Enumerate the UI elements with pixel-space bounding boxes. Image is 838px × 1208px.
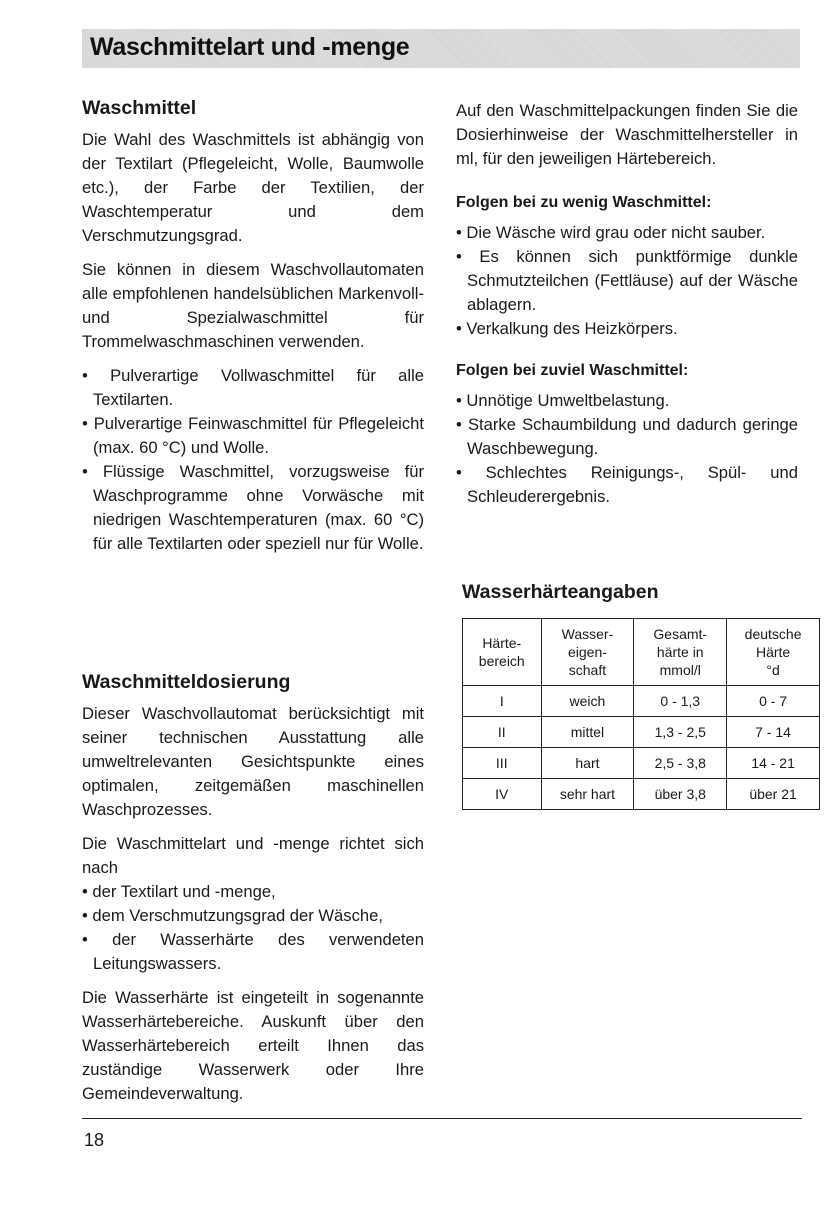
table-cell: 1,3 - 2,5 bbox=[634, 717, 727, 748]
list-item: • Verkalkung des Heizkörpers. bbox=[456, 317, 798, 341]
paragraph: Die Wahl des Waschmittels ist abhängig von der Textilart (Pflegeleicht, Wolle, Baumwolle etc.), der Farbe der Textilien, der Waschtemperatur und dem Verschmutzungsgrad. bbox=[82, 130, 424, 245]
table-cell: IV bbox=[463, 779, 542, 810]
table-cell: über 3,8 bbox=[634, 779, 727, 810]
waschmittel-heading: Waschmittel bbox=[82, 97, 197, 119]
table-cell: III bbox=[463, 748, 542, 779]
list-item: • Unnötige Umweltbelastung. bbox=[456, 389, 798, 413]
bullet-list bbox=[456, 389, 798, 509]
paragraph: Auf den Waschmittelpackungen finden Sie die Dosierhinweise der Waschmittelhersteller in ml, für den jeweiligen Härtebereich. bbox=[456, 101, 798, 168]
paragraph: Dieser Waschvollautomat berücksichtigt mit seiner technischen Ausstattung alle umweltrelevanten Gesichtspunkte eines optimalen, zeitgemäßen maschinellen Waschprozesses. bbox=[82, 704, 424, 819]
paragraph: Sie können in diesem Waschvollautomaten alle empfohlenen handelsüblichen Markenvoll- und Spezialwaschmittel für Trommelwaschmaschinen verwenden. bbox=[82, 260, 424, 351]
column-header: Härte- bereich bbox=[463, 619, 542, 686]
table-row bbox=[463, 748, 820, 779]
page-number: 18 bbox=[84, 1130, 105, 1150]
table-header-row bbox=[463, 619, 820, 686]
zuviel-heading: Folgen bei zuviel Waschmittel: bbox=[456, 362, 689, 379]
table-cell: 0 - 7 bbox=[727, 686, 820, 717]
table-row bbox=[463, 779, 820, 810]
banner-title: Waschmittelart und -menge bbox=[90, 33, 410, 61]
table-cell: hart bbox=[541, 748, 634, 779]
dosierung-heading: Waschmitteldosierung bbox=[82, 671, 291, 693]
haerte-section bbox=[462, 580, 822, 810]
table-cell: II bbox=[463, 717, 542, 748]
table-cell: über 21 bbox=[727, 779, 820, 810]
table-cell: I bbox=[463, 686, 542, 717]
table-row bbox=[463, 686, 820, 717]
column-header: Gesamt- härte in mmol/l bbox=[634, 619, 727, 686]
paragraph: Die Waschmittelart und -menge richtet sich nach bbox=[82, 834, 424, 877]
list-item: • der Textilart und -menge, bbox=[82, 880, 424, 904]
table-cell: 0 - 1,3 bbox=[634, 686, 727, 717]
list-item: • Flüssige Waschmittel, vorzugsweise für Waschprogramme ohne Vorwäsche mit niedrigen Waschtemperaturen (max. 60 °C) für alle Textilarten oder speziell nur für Wolle. bbox=[82, 460, 424, 556]
list-item: • Schlechtes Reinigungs-, Spül- und Schleuderergebnis. bbox=[456, 461, 798, 509]
wenig-heading: Folgen bei zu wenig Waschmittel: bbox=[456, 194, 712, 211]
list-item: • dem Verschmutzungsgrad der Wäsche, bbox=[82, 904, 424, 928]
waschmittel-section bbox=[82, 96, 424, 566]
table-cell: 14 - 21 bbox=[727, 748, 820, 779]
right-column bbox=[456, 99, 798, 519]
list-item: • Pulverartige Vollwaschmittel für alle Textilarten. bbox=[82, 364, 424, 412]
dosierung-section bbox=[82, 670, 424, 1116]
list-item: • Pulverartige Feinwaschmittel für Pflegeleicht (max. 60 °C) und Wolle. bbox=[82, 412, 424, 460]
haerte-heading: Wasserhärteangaben bbox=[462, 581, 659, 603]
footer-divider bbox=[82, 1118, 802, 1119]
list-item: • der Wasserhärte des verwendeten Leitungswassers. bbox=[82, 928, 424, 976]
bullet-list bbox=[456, 221, 798, 341]
table-row bbox=[463, 717, 820, 748]
table-cell: 7 - 14 bbox=[727, 717, 820, 748]
table-cell: 2,5 - 3,8 bbox=[634, 748, 727, 779]
section-banner bbox=[82, 29, 800, 68]
table-cell: weich bbox=[541, 686, 634, 717]
table-cell: sehr hart bbox=[541, 779, 634, 810]
list-item: • Die Wäsche wird grau oder nicht sauber. bbox=[456, 221, 798, 245]
paragraph: Die Wasserhärte ist eingeteilt in sogenannte Wasserhärtebereiche. Auskunft über den Wasserhärtebereich erteilt Ihnen das zuständige Wasserwerk oder Ihre Gemeindeverwaltung. bbox=[82, 988, 424, 1103]
column-header: deutsche Härte °d bbox=[727, 619, 820, 686]
bullet-list bbox=[82, 364, 424, 556]
bullet-list bbox=[82, 880, 424, 976]
column-header: Wasser- eigen- schaft bbox=[541, 619, 634, 686]
list-item: • Starke Schaumbildung und dadurch geringe Waschbewegung. bbox=[456, 413, 798, 461]
list-item: • Es können sich punktförmige dunkle Schmutzteilchen (Fettläuse) auf der Wäsche ablagern. bbox=[456, 245, 798, 317]
haerte-table bbox=[462, 618, 820, 810]
table-cell: mittel bbox=[541, 717, 634, 748]
